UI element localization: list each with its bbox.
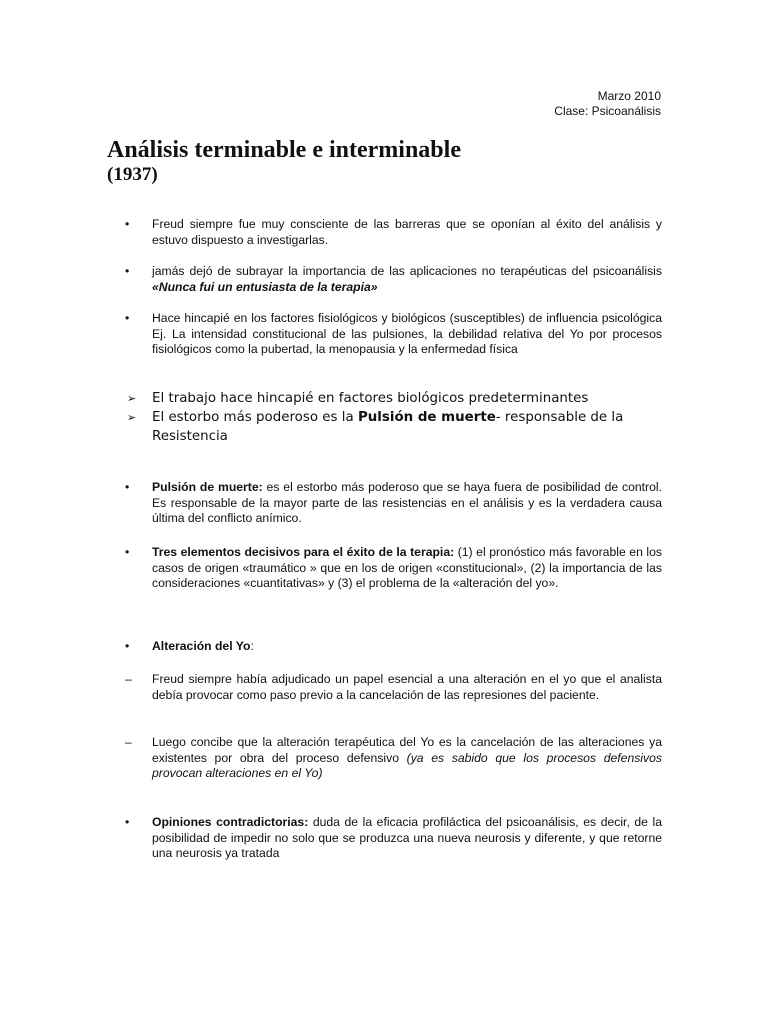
bullet-text — [152, 264, 662, 295]
arrow-text-pre: El estorbo más poderoso es la — [152, 410, 358, 425]
dash-item — [107, 735, 662, 782]
document-year: (1937) — [107, 164, 158, 185]
section-text — [152, 480, 662, 527]
death-drive-term: Pulsión de muerte — [357, 410, 496, 425]
dash-text-italic: (ya es sabido que los procesos defensivos provocan alteraciones en el Yo) — [152, 750, 662, 780]
dash-item — [107, 672, 662, 703]
bullet-marker: • — [125, 311, 130, 325]
section-item — [107, 815, 662, 862]
section-item — [107, 480, 662, 527]
bullet-marker: • — [125, 264, 130, 278]
bullet-text: Hace hincapié en los factores fisiológicos y biológicos (susceptibles) de influencia psicológica Ej. La intensidad constitucional de las pulsiones, la debilidad relativa del Yo por procesos fisiológicos como la pubertad, la menopausia y la enfermedad física — [152, 311, 662, 356]
section-heading: Tres elementos decisivos para el éxito de la terapia: — [152, 545, 455, 559]
bullet-item — [107, 217, 662, 248]
section-body: : — [250, 639, 254, 653]
dash-text: Freud siempre había adjudicado un papel esencial a una alteración en el yo que el analista debía provocar como paso previo a la cancelación de las represiones del paciente. — [152, 672, 662, 702]
arrow-text — [152, 408, 662, 446]
header-date: Marzo 2010 — [597, 89, 661, 103]
section-body: (1) el pronóstico más favorable en los casos de origen «traumático » que en los de origen «constitucional», (2) la importancia de las consideraciones «cuantitativas» y (3) el problema de la «alteración del yo». — [152, 545, 662, 590]
bullet-marker: • — [125, 217, 130, 231]
section-heading: Opiniones contradictorias: — [152, 815, 309, 829]
dash-text — [152, 735, 662, 782]
arrow-text-post: - responsable de la Resistencia — [152, 410, 624, 444]
document-title: Análisis terminable e interminable — [107, 137, 461, 163]
bullet-item — [107, 311, 662, 358]
section-text — [152, 815, 662, 862]
dash-text-plain: Luego concibe que la alteración terapéutica del Yo es la cancelación de las alteraciones ya existentes por obra del proceso defensivo — [152, 735, 662, 765]
section-item — [107, 639, 662, 655]
header-info — [554, 89, 661, 119]
arrow-text: El trabajo hace hincapié en factores biológicos predeterminantes — [152, 391, 589, 406]
dash-marker: – — [125, 672, 132, 686]
bullet-item — [107, 264, 662, 295]
bullet-text: Freud siempre fue muy consciente de las barreras que se oponían al éxito del análisis y estuvo dispuesto a investigarlas. — [152, 217, 662, 247]
section-text — [152, 545, 662, 592]
bullet-text-plain: jamás dejó de subrayar la importancia de las aplicaciones no terapéuticas del psicoanálisis — [152, 264, 662, 278]
dash-marker: – — [125, 735, 132, 749]
section-heading: Alteración del Yo — [152, 639, 251, 653]
bullet-marker: • — [125, 639, 130, 653]
bullet-marker: • — [125, 815, 130, 829]
section-heading: Pulsión de muerte: — [152, 480, 263, 494]
therapy-quote: «Nunca fui un entusiasta de la terapia» — [152, 279, 378, 294]
section-item — [107, 545, 662, 592]
arrow-item — [107, 389, 662, 408]
section-body: es el estorbo más poderoso que se haya fuera de posibilidad de control. Es responsable de la mayor parte de las resistencias en el análisis y es la verdadera causa última del conflicto anímico. — [152, 480, 662, 525]
bullet-marker: • — [125, 480, 130, 494]
section-body: duda de la eficacia profiláctica del psicoanálisis, es decir, de la posibilidad de impedir no solo que se produzca una nueva neurosis y diferente, y que retorne una neurosis ya tratada — [152, 815, 662, 860]
header-class: Clase: Psicoanálisis — [554, 104, 661, 118]
bullet-marker: • — [125, 545, 130, 559]
section-text — [152, 639, 662, 655]
arrow-marker: ➢ — [127, 411, 137, 424]
arrow-item — [107, 408, 662, 446]
arrow-marker: ➢ — [127, 392, 137, 405]
